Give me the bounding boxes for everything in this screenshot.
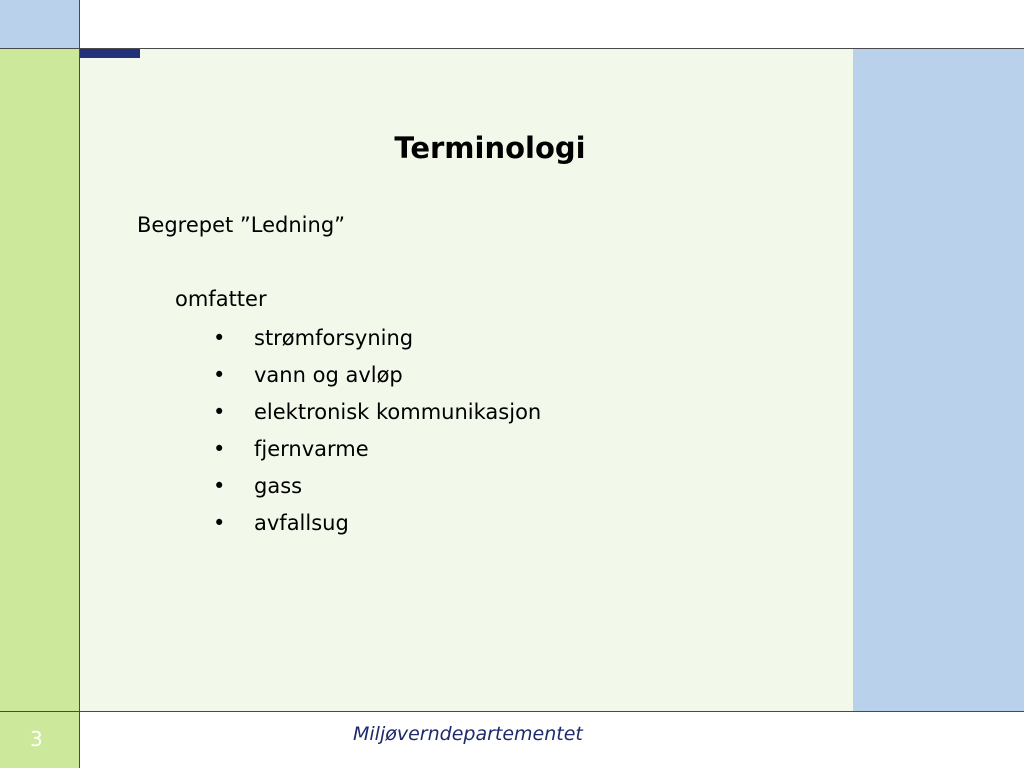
list-item bbox=[213, 322, 541, 359]
top-divider bbox=[0, 48, 1024, 49]
intro-text: Begrepet ”Ledning” bbox=[137, 213, 346, 237]
footer-organization: Miljøverndepartementet bbox=[353, 723, 583, 745]
list-item-text: fjernvarme bbox=[254, 437, 369, 461]
list-item-text: avfallsug bbox=[254, 511, 349, 535]
bullet-icon: • bbox=[213, 511, 226, 535]
slide-title: Terminologi bbox=[394, 131, 586, 165]
page-number: 3 bbox=[30, 727, 43, 751]
list-item-text: strømforsyning bbox=[254, 326, 414, 350]
bullet-icon: • bbox=[213, 437, 226, 461]
list-item-text: gass bbox=[254, 474, 303, 498]
sub-text: omfatter bbox=[175, 287, 267, 311]
list-item bbox=[213, 433, 541, 470]
bottom-divider bbox=[0, 711, 1024, 712]
list-item bbox=[213, 507, 541, 544]
list-item-text: elektronisk kommunikasjon bbox=[254, 400, 542, 424]
list-item bbox=[213, 396, 541, 433]
bullet-icon: • bbox=[213, 326, 226, 350]
left-green-band bbox=[0, 49, 79, 711]
bullet-list bbox=[213, 322, 541, 544]
list-item-text: vann og avløp bbox=[254, 363, 403, 387]
accent-bar bbox=[80, 49, 140, 58]
bullet-icon: • bbox=[213, 474, 226, 498]
list-item bbox=[213, 470, 541, 507]
bullet-icon: • bbox=[213, 363, 226, 387]
left-divider bbox=[79, 0, 80, 768]
bullet-icon: • bbox=[213, 400, 226, 424]
top-bar bbox=[79, 0, 1024, 48]
top-left-blue-block bbox=[0, 0, 79, 48]
list-item bbox=[213, 359, 541, 396]
